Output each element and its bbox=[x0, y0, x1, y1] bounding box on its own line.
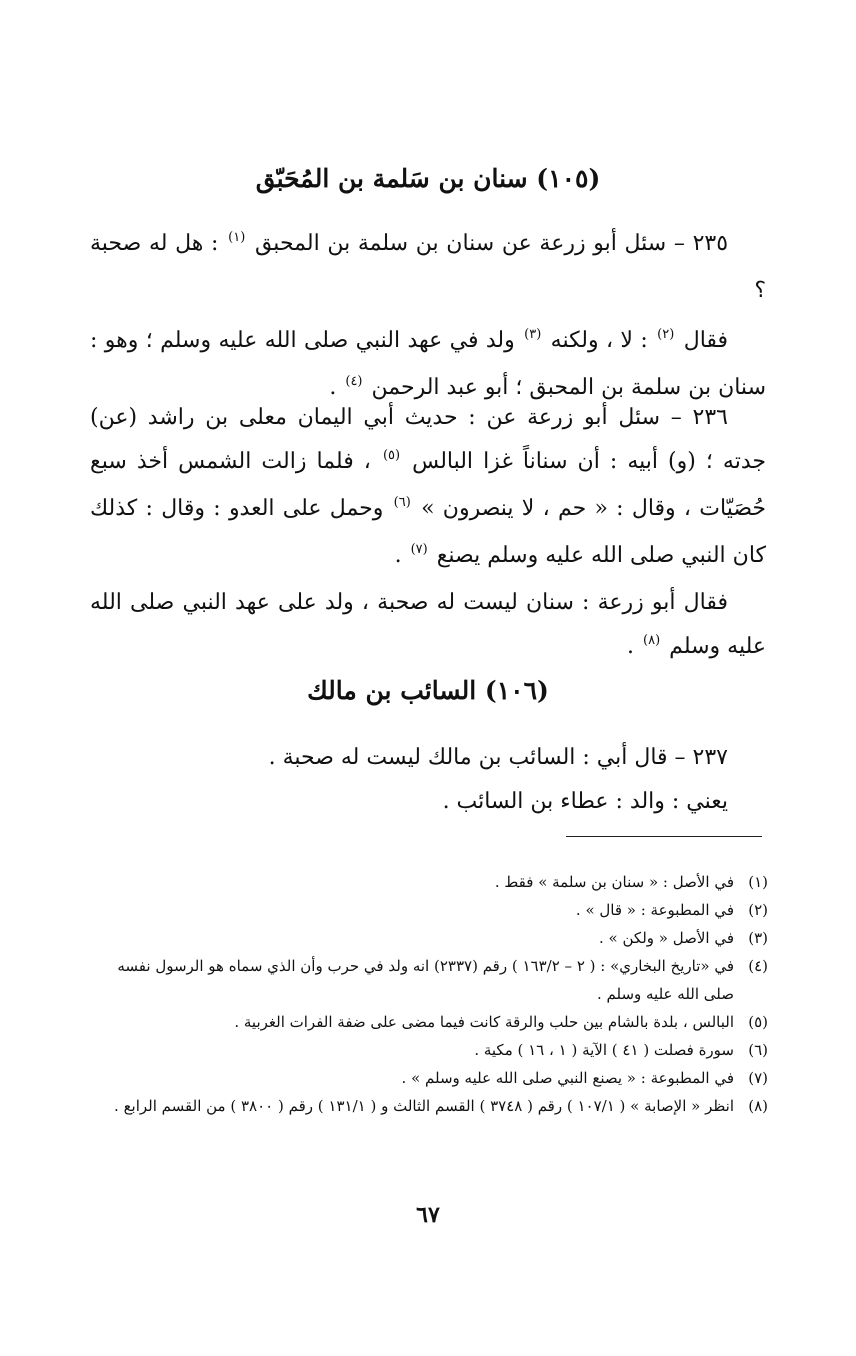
footnote-4 bbox=[96, 952, 768, 1008]
footnote-ref-6: (٦) bbox=[393, 495, 411, 510]
footnote-7 bbox=[96, 1064, 768, 1092]
footnote-number: (٨) bbox=[748, 1097, 768, 1115]
footnote-number: (٦) bbox=[748, 1041, 768, 1059]
footnote-ref-8: (٨) bbox=[643, 633, 661, 648]
footnote-text: في المطبوعة : « قال » . bbox=[575, 901, 734, 919]
footnote-text: في الأصل : « سنان بن سلمة » فقط . bbox=[494, 873, 734, 891]
footnotes bbox=[96, 868, 768, 1120]
entry-text: : لا ، ولكنه bbox=[550, 328, 648, 353]
footnote-text: البالس ، بلدة بالشام بين حلب والرقة كانت فيما مضى على ضفة الفرات الغربية . bbox=[234, 1013, 734, 1031]
entry-237-text: ٢٣٧ – قال أبي : السائب بن مالك ليست له صحبة . bbox=[268, 745, 728, 770]
footnote-ref-3: (٣) bbox=[524, 327, 542, 342]
footnote-ref-4: (٤) bbox=[345, 374, 363, 389]
entry-text: وحمل على العدو : وقال : كذلك كان النبي صلى الله عليه وسلم يصنع bbox=[90, 496, 766, 568]
entry-text: ولد في عهد النبي صلى الله عليه وسلم ؛ وهو : سنان بن سلمة بن المحبق ؛ أبو عبد الرحمن bbox=[90, 328, 766, 400]
entry-236-question bbox=[90, 396, 766, 581]
footnote-text: في الأصل « ولكن » . bbox=[599, 929, 734, 947]
entry-237-note: يعني : والد : عطاء بن السائب . bbox=[442, 789, 728, 814]
entry-text: فقال أبو زرعة : سنان ليست له صحبة ، ولد على عهد النبي صلى الله عليه وسلم bbox=[90, 590, 766, 659]
footnote-separator bbox=[566, 836, 762, 837]
entry-236 bbox=[90, 396, 766, 672]
entry-text: . bbox=[627, 634, 635, 659]
footnote-number: (٣) bbox=[748, 929, 768, 947]
footnote-8 bbox=[96, 1092, 768, 1120]
entry-235 bbox=[90, 222, 766, 413]
entry-text: ٢٣٦ – سئل أبو زرعة عن : حديث أبي اليمان معلى بن راشد (عن) جدته ؛ (و) أبيه : أن سناناً غزا البالس bbox=[90, 405, 766, 474]
entry-text: ٢٣٥ – سئل أبو زرعة عن سنان بن سلمة بن المحبق bbox=[254, 231, 729, 256]
entry-text: ، فلما زالت الشمس أخذ سبع حُصَيّات ، وقال : « حم ، لا ينصرون » bbox=[90, 449, 767, 521]
footnote-ref-2: (٢) bbox=[657, 327, 675, 342]
section-heading-105: (١٠٥) سنان بن سَلمة بن المُحَبّق bbox=[255, 164, 601, 193]
footnote-text: في «تاريخ البخاري» : ( ٢ – ١٦٣/٢ ) رقم (٢٣٣٧) انه ولد في حرب وأن الذي سماه هو الرسول نفسه صلى الله عليه وسلم . bbox=[117, 957, 734, 1003]
footnote-2 bbox=[96, 896, 768, 924]
entry-237 bbox=[90, 736, 766, 824]
footnote-ref-7: (٧) bbox=[410, 542, 428, 557]
footnote-text: انظر « الإصابة » ( ١٠٧/١ ) رقم ( ٣٧٤٨ ) القسم الثالث و ( ١٣١/١ ) رقم ( ٣٨٠٠ ) من القسم الرابع . bbox=[114, 1097, 734, 1115]
footnote-3 bbox=[96, 924, 768, 952]
footnote-text: سورة فصلت ( ٤١ ) الآية ( ١ ، ١٦ ) مكية . bbox=[474, 1041, 734, 1059]
footnote-6 bbox=[96, 1036, 768, 1064]
entry-text: . bbox=[329, 375, 337, 400]
footnote-number: (٢) bbox=[748, 901, 768, 919]
entry-text: . bbox=[394, 543, 402, 568]
entry-236-answer bbox=[90, 581, 766, 672]
entry-text: فقال bbox=[683, 328, 729, 353]
entry-235-question bbox=[90, 222, 766, 313]
page-number: ٦٧ bbox=[416, 1202, 440, 1228]
entry-text: : هل له صحبة ؟ bbox=[90, 231, 766, 303]
footnote-ref-1: (١) bbox=[228, 230, 246, 245]
footnote-1 bbox=[96, 868, 768, 896]
footnote-number: (٧) bbox=[748, 1069, 768, 1087]
footnote-ref-5: (٥) bbox=[382, 448, 401, 463]
footnote-number: (٤) bbox=[748, 957, 768, 975]
footnote-5 bbox=[96, 1008, 768, 1036]
section-heading-106: (١٠٦) السائب بن مالك bbox=[307, 676, 549, 705]
footnote-text: في المطبوعة : « يصنع النبي صلى الله عليه وسلم » . bbox=[401, 1069, 734, 1087]
footnote-number: (١) bbox=[748, 873, 768, 891]
footnote-number: (٥) bbox=[748, 1013, 768, 1031]
